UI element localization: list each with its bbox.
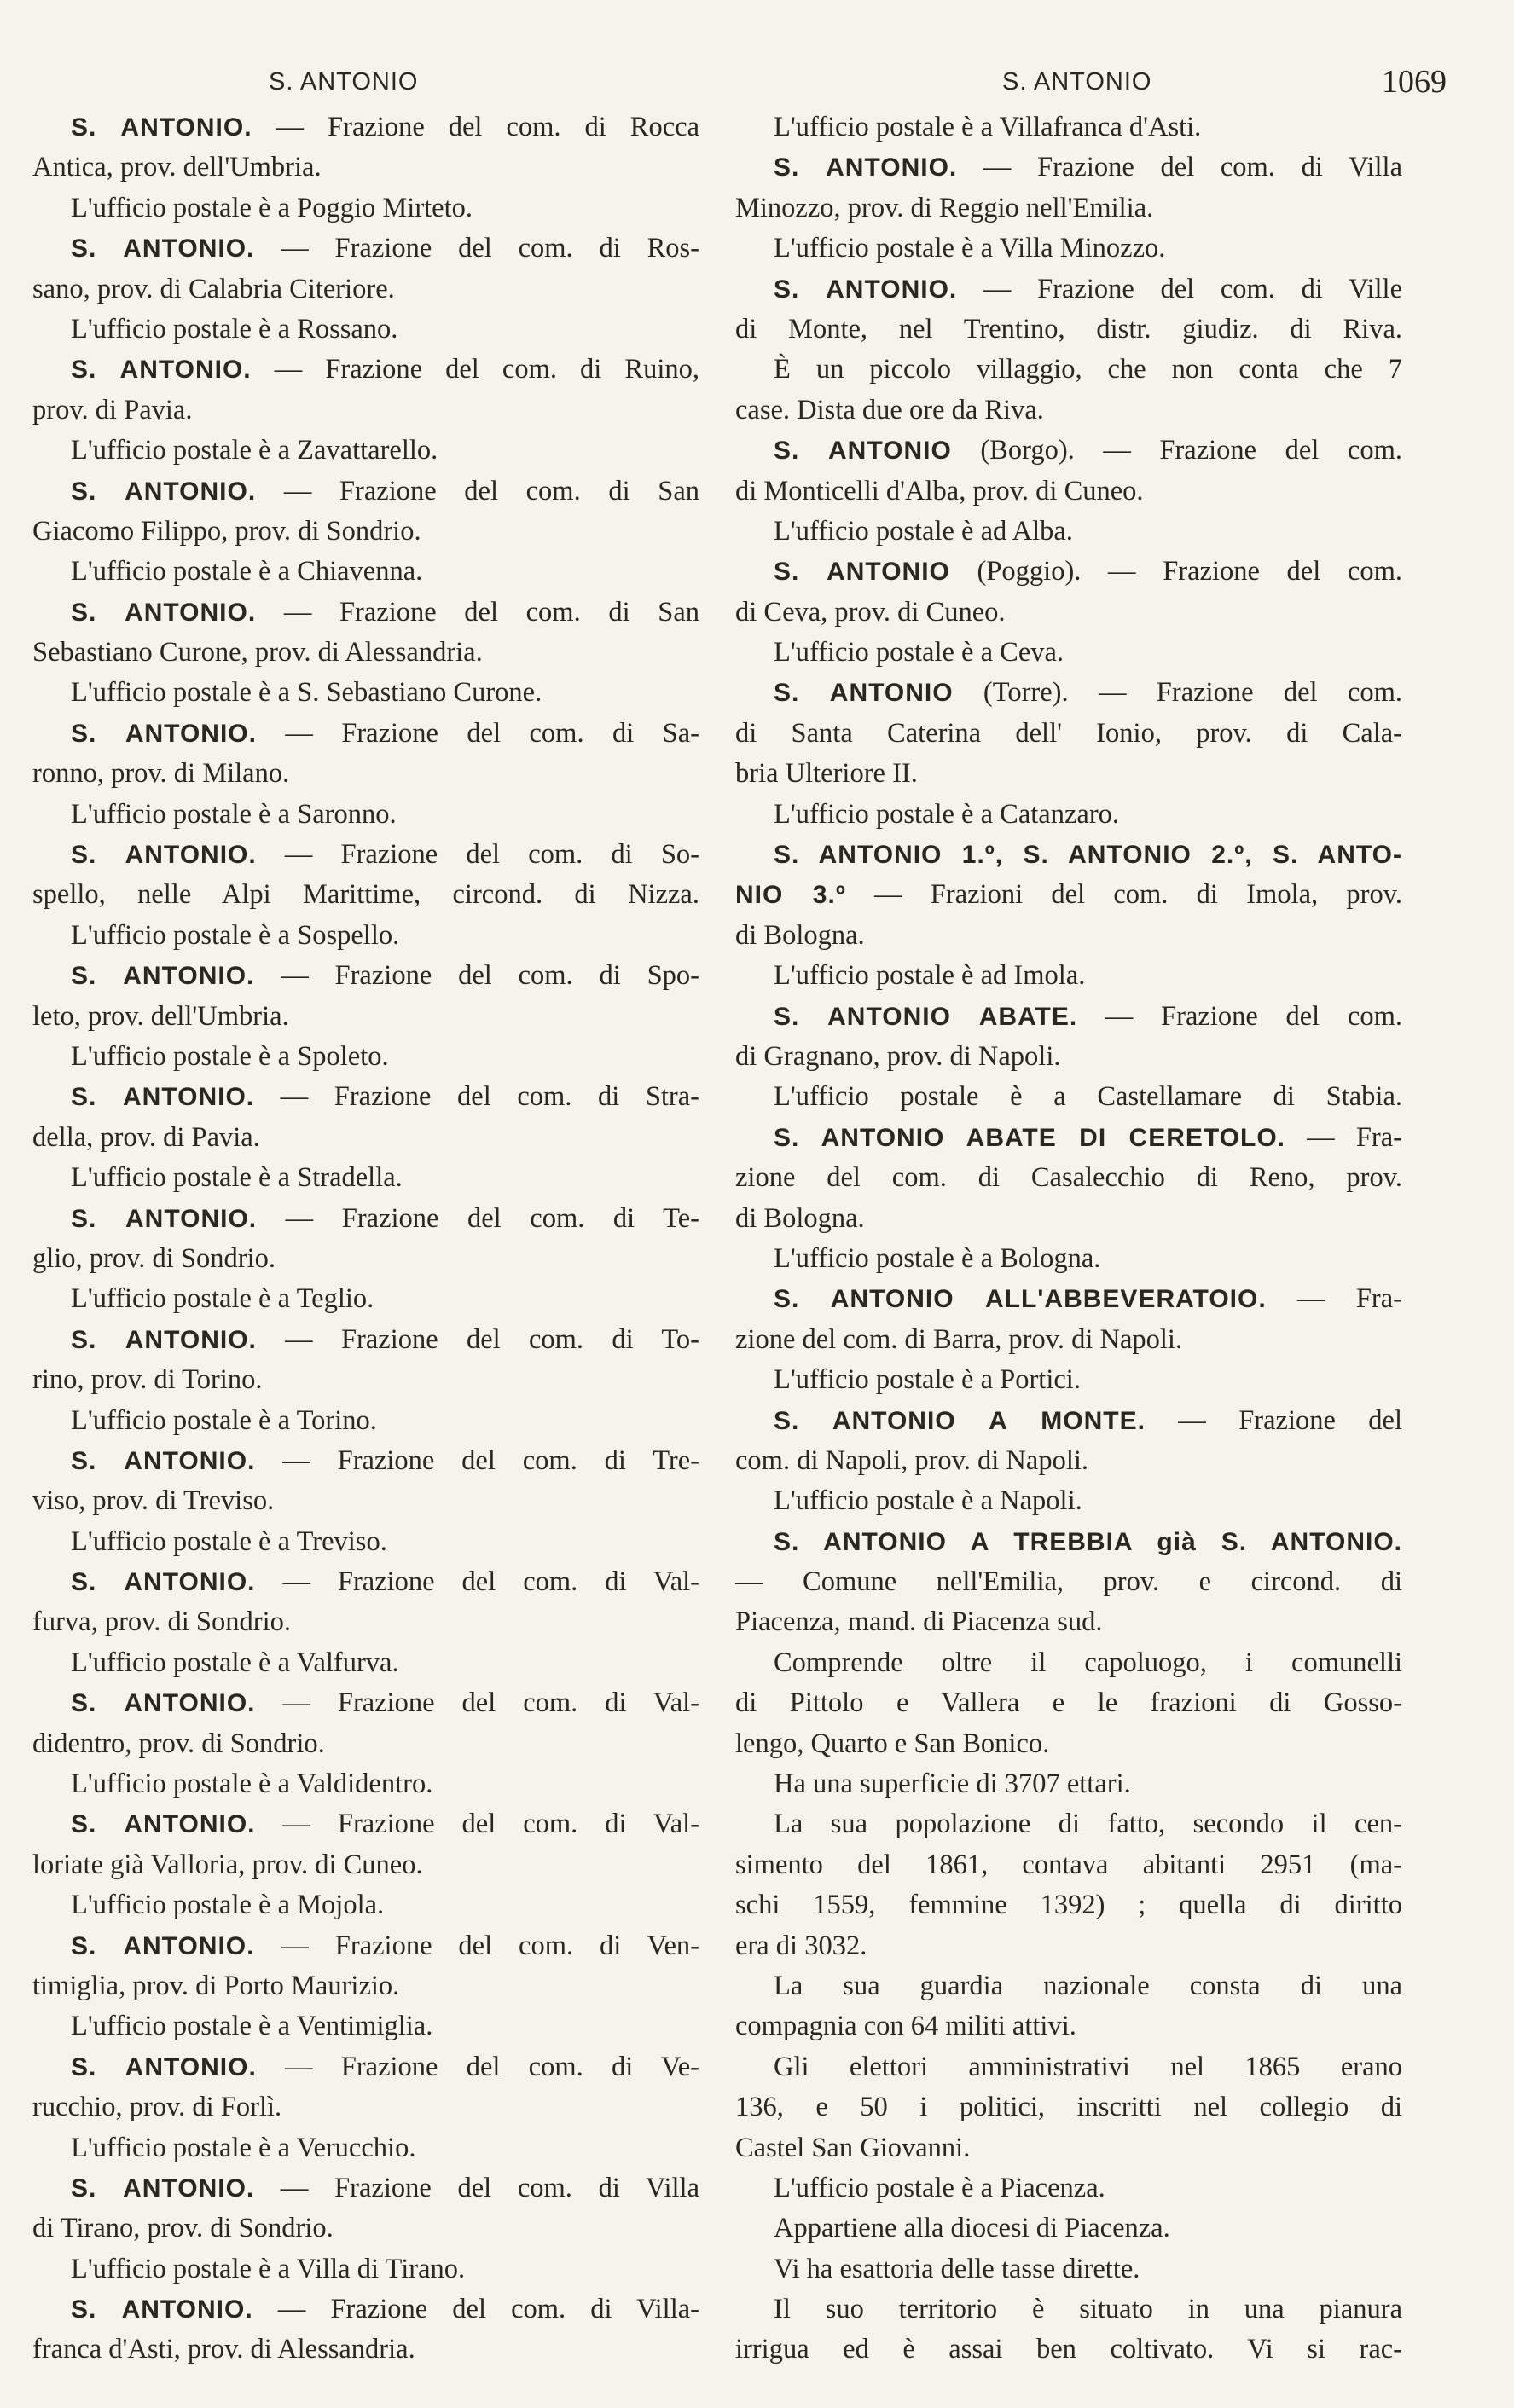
text-line bbox=[32, 2087, 699, 2127]
text-line bbox=[735, 997, 1402, 1037]
entry-text: viso, prov. di Treviso. bbox=[32, 1485, 275, 1517]
text-line bbox=[32, 2208, 699, 2249]
text-line bbox=[735, 229, 1402, 269]
entry-headword: S. ANTONIO bbox=[774, 679, 954, 708]
entry-text: L'ufficio postale è a Torino. bbox=[71, 1404, 377, 1436]
entry-headword: S. ANTONIO. bbox=[71, 1325, 257, 1354]
text-line bbox=[32, 1239, 699, 1279]
entry-text: L'ufficio postale è a Spoleto. bbox=[71, 1040, 389, 1072]
page-number: 1069 bbox=[1382, 64, 1447, 100]
entry-text: Comprende oltre il capoluogo, i comunelli bbox=[774, 1647, 1402, 1678]
text-line bbox=[735, 1926, 1402, 1966]
text-line bbox=[735, 1966, 1402, 2006]
text-line bbox=[735, 1320, 1402, 1360]
text-line bbox=[735, 2168, 1402, 2208]
entry-text: — Frazione del com. di Te- bbox=[257, 1202, 699, 1234]
text-line bbox=[32, 1481, 699, 1521]
text-line bbox=[32, 2289, 699, 2330]
entry-text: prov. di Pavia. bbox=[32, 394, 193, 425]
text-line bbox=[735, 1683, 1402, 1723]
text-line bbox=[735, 633, 1402, 673]
entry-text: — Frazione del com. di Spo- bbox=[254, 960, 699, 992]
entry-text: schi 1559, femmine 1392) ; quella di diritto bbox=[735, 1890, 1402, 1921]
entry-text: Minozzo, prov. di Reggio nell'Emilia. bbox=[735, 192, 1154, 223]
entry-text: L'ufficio postale è a Ventimiglia. bbox=[71, 2011, 433, 2042]
entry-headword: S. ANTONIO. bbox=[71, 356, 252, 385]
entry-text: L'ufficio postale è a Castellamare di Stabia. bbox=[774, 1081, 1402, 1113]
text-line bbox=[735, 107, 1402, 148]
entry-text: — Frazione del com. di Ville bbox=[957, 273, 1402, 304]
text-line bbox=[32, 673, 699, 713]
text-line bbox=[32, 2330, 699, 2370]
entry-text: L'ufficio postale è a Mojola. bbox=[71, 1890, 385, 1921]
text-line bbox=[735, 1279, 1402, 1319]
entry-text: L'ufficio postale è ad Alba. bbox=[774, 515, 1073, 547]
text-line bbox=[32, 956, 699, 996]
entry-text: di Monticelli d'Alba, prov. di Cuneo. bbox=[735, 475, 1144, 506]
text-line bbox=[32, 188, 699, 229]
entry-text: L'ufficio postale è a Verucchio. bbox=[71, 2132, 416, 2163]
entry-headword: S. ANTONIO. bbox=[71, 2295, 253, 2324]
entry-text: — Frazione del com. bbox=[1077, 1000, 1402, 1032]
text-line bbox=[735, 1845, 1402, 1885]
entry-text: di Ceva, prov. di Cuneo. bbox=[735, 596, 1006, 628]
text-line bbox=[32, 350, 699, 390]
entry-text: — Frazione del com. di Villa bbox=[254, 2172, 699, 2203]
text-line bbox=[735, 835, 1402, 875]
entry-headword: S. ANTONIO ALL'ABBEVERATOIO. bbox=[774, 1285, 1267, 1314]
text-line bbox=[735, 2047, 1402, 2087]
entry-text: Gli elettori amministrativi nel 1865 erano bbox=[774, 2051, 1402, 2082]
text-line bbox=[735, 2249, 1402, 2289]
entry-headword: S. ANTONIO ABATE DI CERETOLO. bbox=[774, 1123, 1285, 1152]
entry-headword: S. ANTONIO. bbox=[71, 2052, 257, 2081]
text-line bbox=[32, 633, 699, 673]
entry-text: La sua popolazione di fatto, secondo il cen- bbox=[774, 1809, 1402, 1840]
text-line bbox=[32, 1885, 699, 1925]
entry-headword: S. ANTONIO A TREBBIA già S. ANTONIO. bbox=[774, 1527, 1402, 1556]
text-line bbox=[735, 2006, 1402, 2046]
entry-text: — Frazione del com. di Ve- bbox=[256, 2051, 699, 2082]
text-line bbox=[32, 916, 699, 956]
text-line bbox=[32, 1966, 699, 2006]
text-line bbox=[735, 1643, 1402, 1683]
entry-headword: S. ANTONIO. bbox=[71, 1810, 256, 1839]
text-line bbox=[735, 754, 1402, 794]
text-line bbox=[735, 673, 1402, 713]
entry-headword: S. ANTONIO. bbox=[71, 2174, 255, 2203]
running-head-right: S. ANTONIO bbox=[1002, 68, 1152, 96]
entry-text: L'ufficio postale è a Portici. bbox=[774, 1364, 1081, 1396]
entry-text: didentro, prov. di Sondrio. bbox=[32, 1728, 325, 1759]
entry-text: Il suo territorio è situato in una pianura bbox=[774, 2294, 1402, 2325]
entry-text: L'ufficio postale è a Villafranca d'Asti. bbox=[774, 112, 1202, 142]
entry-headword: S. ANTONIO bbox=[774, 437, 952, 466]
entry-text: glio, prov. di Sondrio. bbox=[32, 1242, 276, 1274]
text-line bbox=[32, 997, 699, 1037]
entry-text: — Fra- bbox=[1266, 1283, 1402, 1315]
entry-text: (Torre). — Frazione del com. bbox=[953, 677, 1402, 709]
text-line bbox=[32, 1683, 699, 1723]
text-line bbox=[735, 1602, 1402, 1642]
entry-text: L'ufficio postale è a Valdidentro. bbox=[71, 1768, 433, 1800]
entry-text: Piacenza, mand. di Piacenza sud. bbox=[735, 1606, 1103, 1638]
entry-text: L'ufficio postale è a Poggio Mirteto. bbox=[71, 192, 473, 223]
entry-headword: S. ANTONIO. bbox=[71, 234, 255, 263]
entry-text: L'ufficio postale è a Napoli. bbox=[774, 1485, 1082, 1517]
text-line bbox=[735, 188, 1402, 229]
entry-text: leto, prov. dell'Umbria. bbox=[32, 1000, 289, 1032]
text-line bbox=[32, 1724, 699, 1764]
entry-headword: S. ANTONIO 1.º, S. ANTONIO 2.º, S. ANTO- bbox=[774, 841, 1402, 870]
text-line bbox=[735, 472, 1402, 512]
entry-headword: S. ANTONIO. bbox=[71, 841, 257, 870]
entry-headword: S. ANTONIO. bbox=[71, 598, 257, 627]
entry-text: L'ufficio postale è a Piacenza. bbox=[774, 2172, 1105, 2203]
text-line bbox=[32, 714, 699, 754]
entry-text: irrigua ed è assai ben coltivato. Vi si rac- bbox=[735, 2334, 1402, 2365]
entry-text: — Frazione del com. di Val- bbox=[255, 1687, 699, 1719]
text-line bbox=[32, 1360, 699, 1400]
entry-text: — Frazione del com. di San bbox=[256, 596, 699, 628]
entry-headword: S. ANTONIO. bbox=[71, 962, 255, 991]
text-line bbox=[32, 1926, 699, 1966]
text-line bbox=[735, 512, 1402, 552]
entry-headword: S. ANTONIO. bbox=[71, 1083, 255, 1112]
running-head-left: S. ANTONIO bbox=[269, 68, 419, 96]
entry-headword: S. ANTONIO A MONTE. bbox=[774, 1406, 1146, 1435]
text-line bbox=[735, 1481, 1402, 1521]
text-line bbox=[32, 1118, 699, 1158]
entry-text: La sua guardia nazionale consta di una bbox=[774, 1970, 1402, 2001]
entry-text: loriate già Valloria, prov. di Cuneo. bbox=[32, 1849, 423, 1880]
text-line bbox=[735, 552, 1402, 592]
text-line bbox=[735, 1158, 1402, 1198]
entry-text: L'ufficio postale è a Sospello. bbox=[71, 919, 400, 951]
entry-text: L'ufficio postale è ad Imola. bbox=[774, 960, 1086, 992]
entry-text: bria Ulteriore II. bbox=[735, 758, 918, 790]
text-line bbox=[32, 1279, 699, 1319]
entry-text: compagnia con 64 militi attivi. bbox=[735, 2011, 1076, 2042]
entry-text: di Monte, nel Trentino, distr. giudiz. di Riva. bbox=[735, 313, 1402, 344]
text-line bbox=[32, 2168, 699, 2208]
text-line bbox=[32, 1643, 699, 1683]
text-line bbox=[735, 2128, 1402, 2168]
entry-text: — Frazione del com. di Villa- bbox=[252, 2294, 699, 2325]
entry-text: — Frazione del com. di Val- bbox=[255, 1566, 699, 1598]
text-line bbox=[32, 431, 699, 471]
entry-headword: S. ANTONIO bbox=[774, 558, 950, 587]
entry-text: franca d'Asti, prov. di Alessandria. bbox=[32, 2334, 415, 2365]
entry-text: Sebastiano Curone, prov. di Alessandria. bbox=[32, 637, 483, 669]
right-column bbox=[735, 107, 1402, 2370]
entry-text: case. Dista due ore da Riva. bbox=[735, 394, 1044, 425]
entry-text: L'ufficio postale è a Valfurva. bbox=[71, 1647, 399, 1678]
entry-headword: S. ANTONIO. bbox=[71, 113, 252, 142]
text-line bbox=[735, 1360, 1402, 1400]
text-line bbox=[32, 875, 699, 915]
entry-text: (Borgo). — Frazione del com. bbox=[951, 435, 1402, 466]
entry-headword: S. ANTONIO. bbox=[71, 1689, 256, 1718]
text-line bbox=[735, 795, 1402, 835]
entry-text: zione del com. di Casalecchio di Reno, prov. bbox=[735, 1162, 1402, 1194]
text-line bbox=[32, 1602, 699, 1642]
left-column bbox=[32, 107, 699, 2370]
text-line bbox=[32, 2047, 699, 2087]
entry-text: — Frazione del com. di Tre- bbox=[255, 1444, 699, 1476]
text-line bbox=[32, 2249, 699, 2289]
text-line bbox=[735, 1199, 1402, 1239]
text-line bbox=[32, 1320, 699, 1360]
text-line bbox=[32, 1522, 699, 1562]
entry-text: L'ufficio postale è a Treviso. bbox=[71, 1525, 387, 1557]
entry-text: Castel San Giovanni. bbox=[735, 2132, 971, 2163]
entry-text: — Frazione del com. di Val- bbox=[255, 1809, 699, 1840]
entry-text: L'ufficio postale è a Ceva. bbox=[774, 637, 1064, 669]
text-line bbox=[735, 148, 1402, 188]
text-line bbox=[735, 1522, 1402, 1562]
entry-text: rino, prov. di Torino. bbox=[32, 1364, 263, 1396]
entry-text: L'ufficio postale è a Bologna. bbox=[774, 1242, 1101, 1274]
entry-text: di Pittolo e Vallera e le frazioni di Gosso- bbox=[735, 1687, 1402, 1719]
text-line bbox=[735, 1077, 1402, 1117]
entry-text: (Poggio). — Frazione del com. bbox=[949, 556, 1402, 588]
entry-text: di Bologna. bbox=[735, 1202, 865, 1234]
entry-headword: S. ANTONIO. bbox=[71, 1446, 256, 1475]
text-line bbox=[32, 1845, 699, 1885]
entry-headword: S. ANTONIO. bbox=[71, 1931, 255, 1960]
text-line bbox=[735, 431, 1402, 471]
entry-text: È un piccolo villaggio, che non conta che 7 bbox=[774, 354, 1402, 385]
text-line bbox=[735, 1239, 1402, 1279]
text-line bbox=[32, 269, 699, 310]
entry-text: — Frazione del com. di Villa bbox=[957, 152, 1402, 183]
text-line bbox=[32, 472, 699, 512]
entry-text: — Comune nell'Emilia, prov. e circond. di bbox=[735, 1566, 1402, 1598]
text-line bbox=[32, 107, 699, 148]
text-line bbox=[735, 1118, 1402, 1158]
entry-text: ronno, prov. di Milano. bbox=[32, 758, 290, 790]
entry-text: 136, e 50 i politici, inscritti nel collegio di bbox=[735, 2092, 1402, 2123]
entry-text: L'ufficio postale è a S. Sebastiano Curone. bbox=[71, 677, 542, 709]
text-line bbox=[32, 2006, 699, 2046]
text-line bbox=[735, 2330, 1402, 2370]
entry-headword: S. ANTONIO. bbox=[71, 477, 257, 506]
entry-text: L'ufficio postale è a Rossano. bbox=[71, 313, 398, 344]
entry-text: Antica, prov. dell'Umbria. bbox=[32, 152, 322, 183]
text-line bbox=[735, 875, 1402, 915]
text-line bbox=[735, 2087, 1402, 2127]
text-line bbox=[32, 1401, 699, 1441]
text-line bbox=[735, 1885, 1402, 1925]
text-line bbox=[735, 1804, 1402, 1844]
text-line bbox=[735, 593, 1402, 633]
entry-text: della, prov. di Pavia. bbox=[32, 1121, 260, 1153]
entry-text: di Tirano, prov. di Sondrio. bbox=[32, 2213, 334, 2244]
text-line bbox=[32, 835, 699, 875]
text-line bbox=[32, 593, 699, 633]
entry-text: — Frazione del com. di Rocca bbox=[252, 112, 699, 142]
entry-text: — Frazioni del com. di Imola, prov. bbox=[845, 879, 1402, 911]
text-line bbox=[32, 310, 699, 350]
text-line bbox=[32, 391, 699, 431]
entry-text: L'ufficio postale è a Chiavenna. bbox=[71, 556, 423, 588]
entry-text: Giacomo Filippo, prov. di Sondrio. bbox=[32, 515, 421, 547]
entry-headword: S. ANTONIO. bbox=[774, 275, 958, 304]
text-line bbox=[735, 269, 1402, 310]
entry-headword: S. ANTONIO ABATE. bbox=[774, 1002, 1078, 1031]
text-line bbox=[32, 1158, 699, 1198]
text-line bbox=[735, 2208, 1402, 2249]
text-line bbox=[32, 1199, 699, 1239]
entry-text: L'ufficio postale è a Saronno. bbox=[71, 798, 397, 830]
text-line bbox=[735, 1562, 1402, 1602]
entry-text: L'ufficio postale è a Teglio. bbox=[71, 1283, 374, 1315]
entry-text: — Frazione del com. di Ros- bbox=[254, 233, 699, 264]
entry-text: lengo, Quarto e San Bonico. bbox=[735, 1728, 1050, 1759]
text-line bbox=[735, 916, 1402, 956]
entry-text: L'ufficio postale è a Catanzaro. bbox=[774, 798, 1120, 830]
text-line bbox=[32, 754, 699, 794]
entry-text: — Frazione del com. di Ven- bbox=[254, 1930, 699, 1961]
text-line bbox=[32, 1037, 699, 1077]
entry-text: Vi ha esattoria delle tasse dirette. bbox=[774, 2253, 1140, 2284]
entry-headword: S. ANTONIO. bbox=[71, 1204, 258, 1233]
entry-headword: S. ANTONIO. bbox=[71, 1568, 256, 1597]
text-line bbox=[32, 2128, 699, 2168]
entry-text: di Santa Caterina dell' Ionio, prov. di Cala- bbox=[735, 717, 1402, 749]
text-line bbox=[32, 552, 699, 592]
entry-text: di Bologna. bbox=[735, 919, 865, 951]
text-line bbox=[735, 2289, 1402, 2330]
entry-text: L'ufficio postale è a Zavattarello. bbox=[71, 435, 438, 466]
text-line bbox=[32, 1804, 699, 1844]
entry-text: rucchio, prov. di Forlì. bbox=[32, 2092, 282, 2123]
entry-text: Appartiene alla diocesi di Piacenza. bbox=[774, 2213, 1170, 2244]
entry-text: — Fra- bbox=[1285, 1121, 1402, 1153]
text-line bbox=[735, 1764, 1402, 1804]
text-line bbox=[735, 714, 1402, 754]
text-line bbox=[32, 229, 699, 269]
entry-text: com. di Napoli, prov. di Napoli. bbox=[735, 1444, 1089, 1476]
text-line bbox=[735, 391, 1402, 431]
text-line bbox=[32, 1562, 699, 1602]
entry-text: furva, prov. di Sondrio. bbox=[32, 1606, 291, 1638]
entry-text: L'ufficio postale è a Stradella. bbox=[71, 1162, 403, 1194]
text-line bbox=[32, 1077, 699, 1117]
text-line bbox=[735, 1441, 1402, 1481]
text-line bbox=[32, 148, 699, 188]
entry-text: timiglia, prov. di Porto Maurizio. bbox=[32, 1970, 400, 2001]
entry-text: — Frazione del com. di Ruino, bbox=[251, 354, 699, 385]
text-line bbox=[32, 1764, 699, 1804]
entry-text: sano, prov. di Calabria Citeriore. bbox=[32, 273, 395, 304]
entry-headword: NIO 3.º bbox=[735, 881, 846, 910]
text-line bbox=[735, 310, 1402, 350]
entry-text: zione del com. di Barra, prov. di Napoli. bbox=[735, 1323, 1183, 1355]
entry-text: simento del 1861, contava abitanti 2951 (ma- bbox=[735, 1849, 1402, 1880]
entry-text: — Frazione del com. di So- bbox=[256, 839, 699, 871]
entry-headword: S. ANTONIO. bbox=[774, 153, 958, 182]
text-line bbox=[735, 1724, 1402, 1764]
entry-text: — Frazione del com. di To- bbox=[256, 1323, 699, 1355]
entry-text: spello, nelle Alpi Marittime, circond. di Nizza. bbox=[32, 879, 699, 911]
entry-text: di Gragnano, prov. di Napoli. bbox=[735, 1040, 1061, 1072]
entry-text: L'ufficio postale è a Villa Minozzo. bbox=[774, 233, 1166, 264]
text-line bbox=[735, 350, 1402, 390]
entry-text: era di 3032. bbox=[735, 1930, 867, 1961]
entry-text: Ha una superficie di 3707 ettari. bbox=[774, 1768, 1131, 1800]
text-line bbox=[32, 795, 699, 835]
entry-text: — Frazione del com. di Stra- bbox=[254, 1081, 699, 1113]
entry-text: L'ufficio postale è a Villa di Tirano. bbox=[71, 2253, 466, 2284]
entry-text: — Frazione del bbox=[1145, 1404, 1402, 1436]
text-line bbox=[735, 956, 1402, 996]
text-line bbox=[32, 1441, 699, 1481]
text-line bbox=[735, 1401, 1402, 1441]
text-line bbox=[32, 512, 699, 552]
entry-text: — Frazione del com. di Sa- bbox=[256, 717, 699, 749]
text-line bbox=[735, 1037, 1402, 1077]
entry-text: — Frazione del com. di San bbox=[256, 475, 699, 506]
entry-headword: S. ANTONIO. bbox=[71, 719, 257, 748]
